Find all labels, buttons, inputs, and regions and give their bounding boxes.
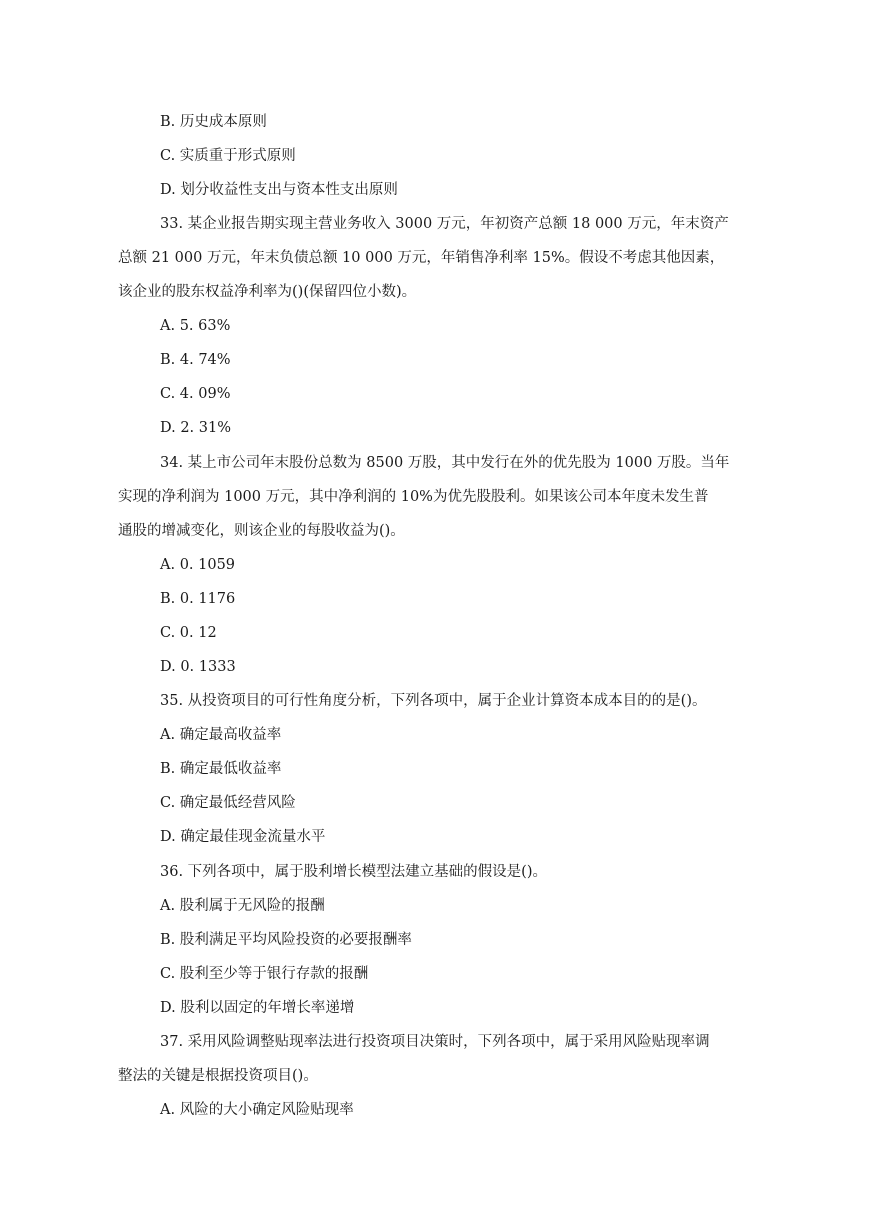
q32-option-b: B. 历史成本原则: [160, 114, 267, 130]
q33-option-c: C. 4. 09%: [160, 386, 231, 402]
q34-stem-line-3: 通股的增减变化，则该企业的每股收益为()。: [118, 523, 405, 539]
q37-option-a: A. 风险的大小确定风险贴现率: [160, 1102, 354, 1118]
q34-option-a: A. 0. 1059: [160, 557, 236, 573]
q36-option-d: D. 股利以固定的年增长率递增: [160, 1000, 355, 1016]
q35-option-c: C. 确定最低经营风险: [160, 795, 296, 811]
q37-stem-line-1: 37. 采用风险调整贴现率法进行投资项目决策时，下列各项中，属于采用风险贴现率调: [160, 1034, 710, 1050]
q35-option-a: A. 确定最高收益率: [160, 727, 282, 743]
q34-option-b: B. 0. 1176: [160, 591, 236, 607]
q33-option-a: A. 5. 63%: [160, 318, 231, 334]
q32-option-d: D. 划分收益性支出与资本性支出原则: [160, 182, 398, 198]
q36-stem-line-1: 36. 下列各项中，属于股利增长模型法建立基础的假设是()。: [160, 864, 547, 880]
q35-option-d: D. 确定最佳现金流量水平: [160, 829, 326, 845]
q33-option-b: B. 4. 74%: [160, 352, 231, 368]
q34-stem-line-1: 34. 某上市公司年末股份总数为 8500 万股，其中发行在外的优先股为 1000 万股。当年: [160, 455, 730, 471]
q34-option-c: C. 0. 12: [160, 625, 217, 641]
q35-option-b: B. 确定最低收益率: [160, 761, 282, 777]
q32-option-c: C. 实质重于形式原则: [160, 148, 296, 164]
q33-option-d: D. 2. 31%: [160, 420, 231, 436]
q33-stem-line-1: 33. 某企业报告期实现主营业务收入 3000 万元，年初资产总额 18 000 万元，年末资产: [160, 216, 729, 232]
q36-option-a: A. 股利属于无风险的报酬: [160, 898, 325, 914]
q33-stem-line-2: 总额 21 000 万元，年末负债总额 10 000 万元，年销售净利率 15%。假设不考虑其他因素，: [118, 250, 725, 266]
q36-option-c: C. 股利至少等于银行存款的报酬: [160, 966, 369, 982]
q34-stem-line-2: 实现的净利润为 1000 万元，其中净利润的 10%为优先股股利。如果该公司本年度未发生普: [118, 489, 709, 505]
q33-stem-line-3: 该企业的股东权益净利率为()(保留四位小数)。: [118, 284, 417, 300]
q34-option-d: D. 0. 1333: [160, 659, 236, 675]
q37-stem-line-2: 整法的关键是根据投资项目()。: [118, 1068, 318, 1084]
q36-option-b: B. 股利满足平均风险投资的必要报酬率: [160, 932, 412, 948]
q35-stem-line-1: 35. 从投资项目的可行性角度分析，下列各项中，属于企业计算资本成本目的的是()。: [160, 693, 707, 709]
